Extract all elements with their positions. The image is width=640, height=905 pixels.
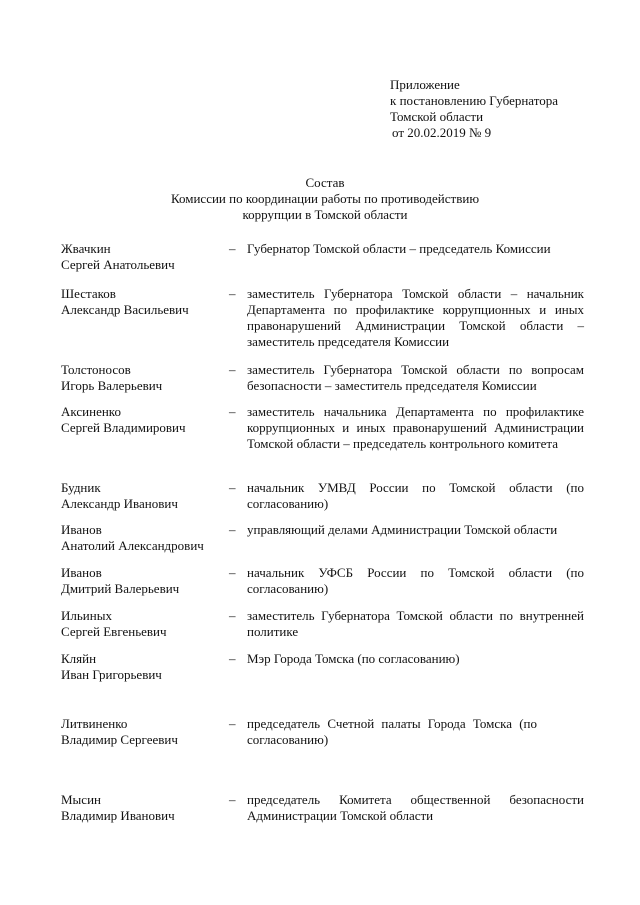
member-surname: Мысин	[61, 792, 101, 807]
member-role: заместитель Губернатора Томской области – начальник Департамента по профилактике коррупционных и иных правонарушений Администрации Томской области – заместитель председателя Комиссии	[247, 286, 584, 349]
dash: –	[229, 792, 236, 807]
dash: –	[229, 362, 236, 377]
member-surname: Ильиных	[61, 608, 112, 623]
member-role: заместитель Губернатора Томской области по внутренней политике	[247, 608, 584, 639]
member-role: управляющий делами Администрации Томской области	[247, 522, 558, 537]
member-given-names: Сергей Анатольевич	[61, 257, 175, 272]
member-name	[61, 286, 226, 318]
member-given-names: Иван Григорьевич	[61, 667, 162, 682]
member-name	[61, 404, 226, 436]
title-line: Комиссии по координации работы по противодействию	[170, 191, 480, 206]
appendix-line: к постановлению Губернатора	[390, 93, 559, 108]
member-role: Губернатор Томской области – председатель Комиссии	[247, 241, 551, 256]
member-role: начальник УФСБ России по Томской области (по согласованию)	[247, 565, 584, 596]
appendix-date: от 20.02.2019 № 9	[392, 125, 492, 140]
member-name	[61, 608, 226, 640]
member-surname: Будник	[61, 480, 101, 495]
dash: –	[229, 522, 236, 537]
dash: –	[229, 608, 236, 623]
member-surname: Шестаков	[61, 286, 116, 301]
member-given-names: Дмитрий Валерьевич	[61, 581, 180, 596]
member-role: начальник УМВД России по Томской области (по согласованию)	[247, 480, 584, 511]
title-line: Состав	[305, 175, 345, 190]
title-line: коррупции в Томской области	[242, 207, 408, 222]
member-name	[61, 716, 226, 748]
member-name	[61, 792, 226, 824]
member-surname: Аксиненко	[61, 404, 121, 419]
member-name	[61, 241, 226, 273]
member-surname: Кляйн	[61, 651, 97, 666]
member-given-names: Владимир Иванович	[61, 808, 175, 823]
member-given-names: Владимир Сергеевич	[61, 732, 178, 747]
document-title	[60, 175, 590, 223]
appendix-line: Томской области	[390, 109, 484, 124]
member-given-names: Анатолий Александрович	[61, 538, 204, 553]
member-given-names: Сергей Евгеньевич	[61, 624, 167, 639]
appendix-line: Приложение	[390, 77, 460, 92]
member-role: заместитель начальника Департамента по профилактике коррупционных и иных правонарушений Администрации Томской области – председатель контрольного комитета	[247, 404, 584, 451]
member-name	[61, 480, 226, 512]
member-surname: Иванов	[61, 522, 102, 537]
member-role: председатель Комитета общественной безопасности Администрации Томской области	[247, 792, 584, 823]
member-surname: Иванов	[61, 565, 102, 580]
member-surname: Толстоносов	[61, 362, 131, 377]
member-given-names: Игорь Валерьевич	[61, 378, 163, 393]
member-given-names: Александр Иванович	[61, 496, 178, 511]
member-role: Мэр Города Томска (по согласованию)	[247, 651, 460, 666]
dash: –	[229, 565, 236, 580]
dash: –	[229, 286, 236, 301]
dash: –	[229, 241, 236, 256]
dash: –	[229, 404, 236, 419]
dash: –	[229, 651, 236, 666]
member-role: председатель Счетной палаты Города Томска (по согласованию)	[247, 716, 537, 747]
member-surname: Литвиненко	[61, 716, 128, 731]
member-name	[61, 522, 226, 554]
member-role: заместитель Губернатора Томской области по вопросам безопасности – заместитель председателя Комиссии	[247, 362, 584, 393]
appendix-header	[390, 77, 620, 141]
dash: –	[229, 480, 236, 495]
member-name	[61, 651, 226, 683]
member-surname: Жвачкин	[61, 241, 111, 256]
member-name	[61, 565, 226, 597]
member-given-names: Александр Васильевич	[61, 302, 189, 317]
member-given-names: Сергей Владимирович	[61, 420, 186, 435]
dash: –	[229, 716, 236, 731]
member-name	[61, 362, 226, 394]
